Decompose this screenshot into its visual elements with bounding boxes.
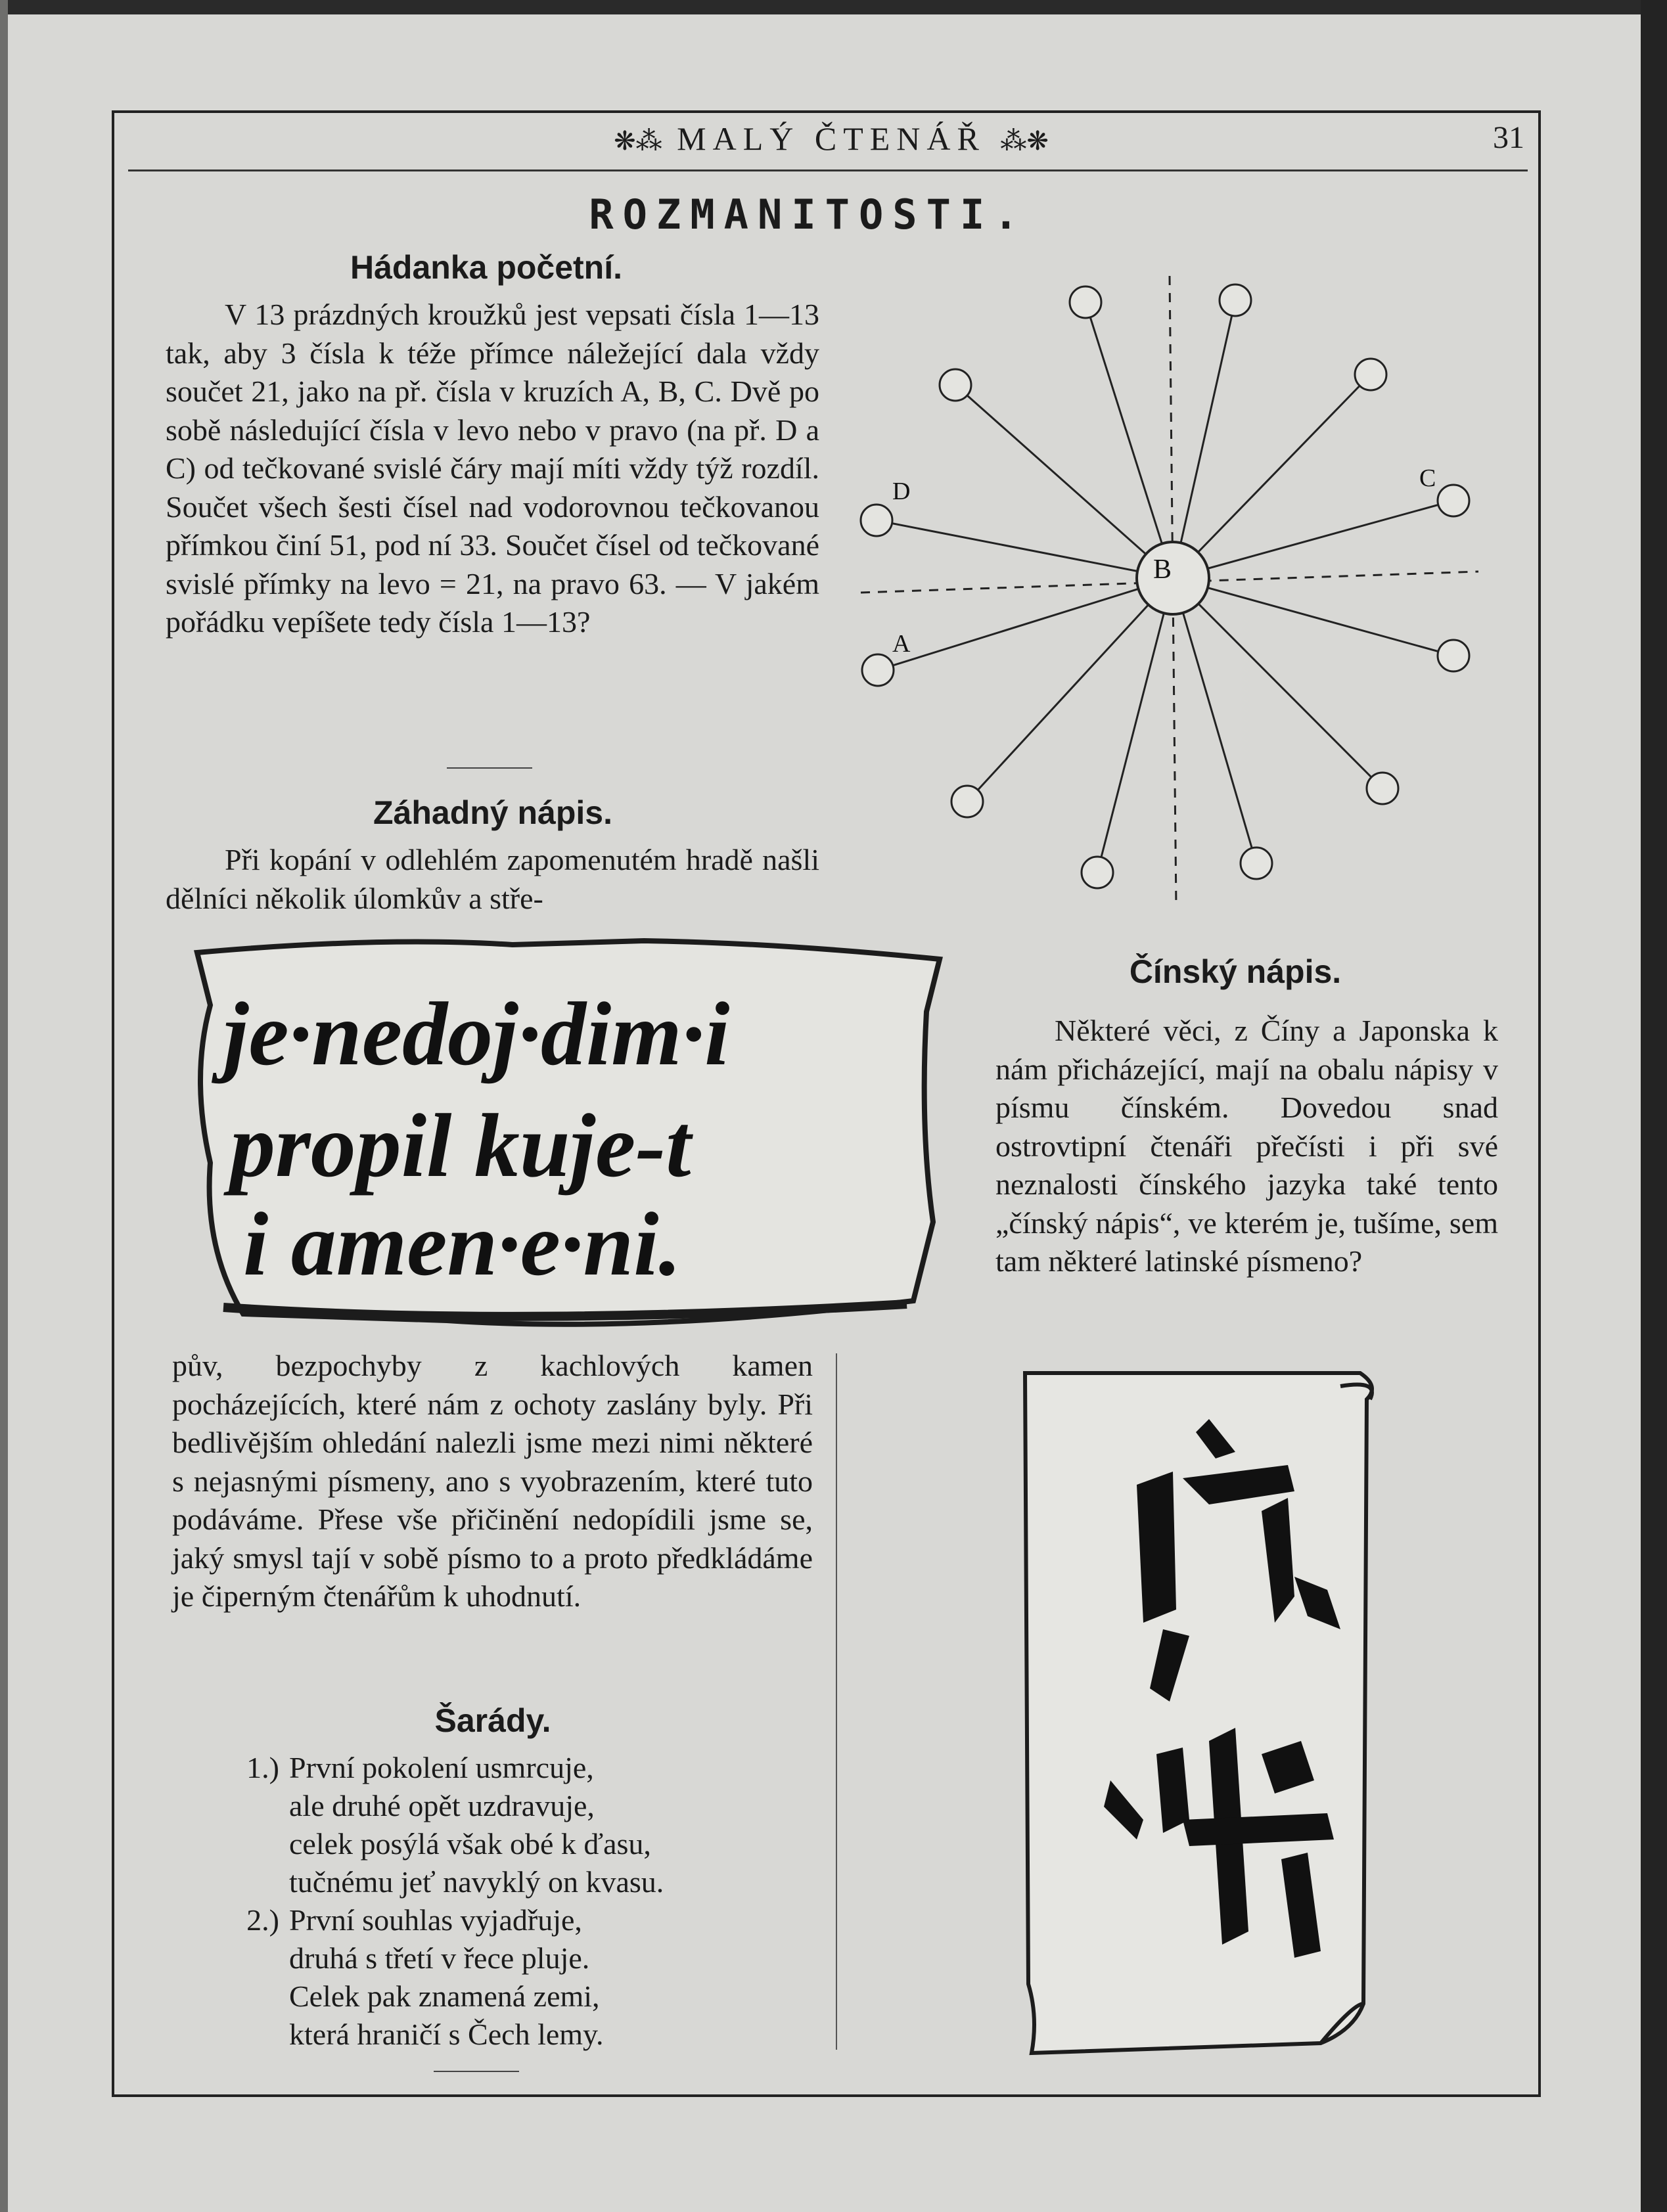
circle-d <box>861 505 892 536</box>
end-rule <box>434 2071 519 2072</box>
circle-diagram <box>854 263 1498 920</box>
label-c: C <box>1419 464 1436 492</box>
charade-1-line-2: ale druhé opět uzdravuje, <box>289 1789 595 1822</box>
ornament-left-icon: ❋⁂ <box>614 126 662 156</box>
charade-2-line-1: První souhlas vyjadřuje, <box>289 1903 582 1937</box>
charade-1-line-4: tučnému jeť navyklý on kvasu. <box>289 1865 664 1899</box>
inscription-line-2: propil kuje-t <box>230 1095 691 1196</box>
riddle2-text-before: Při kopání v odlehlém zapomenutém hradě našli dělníci několik úlomkův a stře- <box>166 843 819 915</box>
heading-zahadny-napis: Záhadný nápis. <box>373 794 612 831</box>
charade-2-line-2: druhá s třetí v řece pluje. <box>289 1941 590 1975</box>
charade-2-number: 2.) <box>246 1903 279 1937</box>
ornament-right-icon: ⁂❋ <box>1000 126 1049 156</box>
charade-2 <box>217 1901 808 2059</box>
journal-title: MALÝ ČTENÁŘ <box>677 120 986 157</box>
separator-rule <box>447 767 532 769</box>
charade-1-line-3: celek posýlá však obé k ďasu, <box>289 1827 651 1861</box>
heading-hadanka: Hádanka početní. <box>350 249 622 286</box>
charade-1 <box>217 1749 808 1907</box>
running-header <box>578 120 1084 158</box>
scan-edge-right <box>1641 0 1667 2212</box>
label-a: A <box>892 630 911 658</box>
section-title: ROZMANITOSTI. <box>589 191 1028 238</box>
circle-c <box>1438 485 1469 516</box>
inscription-line-3: i amen·e·ni. <box>243 1194 682 1294</box>
charade-1-line-1: První pokolení usmrcuje, <box>289 1751 594 1784</box>
heading-cinsky-napis: Čínský nápis. <box>1129 953 1342 990</box>
scan-edge-top <box>0 0 1667 14</box>
inscription-stone <box>184 933 953 1340</box>
riddle2-text-after: pův, bezpochyby z kachlových kamen pocházejících, které nám z ochoty zaslány byly. Při bedlivějším ohledání nalezli jsme mezi nimi některé s nejasnými písmeny, ano s vyobrazením, které tuto podáváme. Přese vše přičinění nedopídili jsme se, jaký smysl tají v sobě písmo to a proto předkládáme je čiperným čtenářům k uhodnutí. <box>172 1349 813 1613</box>
center-circle-b <box>1137 542 1209 614</box>
charade-2-line-3: Celek pak znamená zemi, <box>289 1979 600 2013</box>
riddle3-text: Některé věci, z Číny a Japonska k nám přicházející, mají na obalu nápisy v písmu čínském. Dovedou snad ostrovtipní čtenáři přečísti i při své neznalosti čínského jazyka také tento „čínský nápis“, ve kterém je, tušíme, sem tam některé latinské písmeno? <box>995 1014 1498 1278</box>
label-b: B <box>1153 554 1172 585</box>
charade-1-number: 1.) <box>246 1751 279 1784</box>
header-rule <box>128 169 1528 171</box>
chinese-scroll <box>1012 1360 1406 2063</box>
charade-2-line-4: která hraničí s Čech lemy. <box>289 2018 604 2051</box>
column-divider <box>836 1353 837 2050</box>
heading-sarady: Šarády. <box>434 1702 551 1739</box>
number-circles <box>861 284 1469 888</box>
page-number: 31 <box>1493 120 1524 155</box>
circle-a <box>862 654 894 686</box>
riddle1-text: V 13 prázdných kroužků jest vepsati čísla 1—13 tak, aby 3 čísla k téže přímce náležející dala vždy součet 21, jako na př. čísla v kruzích A, B, C. Dvě po sobě následující čísla v levo nebo v pravo (na př. D a C) od tečkované svislé čáry mají míti vždy týž rozdíl. Součet všech šesti čísel nad vodorovnou tečkovanou přímkou činí 51, pod ní 33. Součet čísel od tečkované svislé přímky na levo = 21, na pravo 63. — V jakém pořádku vepíšete tedy čísla 1—13? <box>166 298 819 639</box>
scan-edge-left <box>0 0 8 2212</box>
inscription-line-1: je·nedoj·dim·i <box>223 983 730 1084</box>
label-d: D <box>892 478 911 505</box>
